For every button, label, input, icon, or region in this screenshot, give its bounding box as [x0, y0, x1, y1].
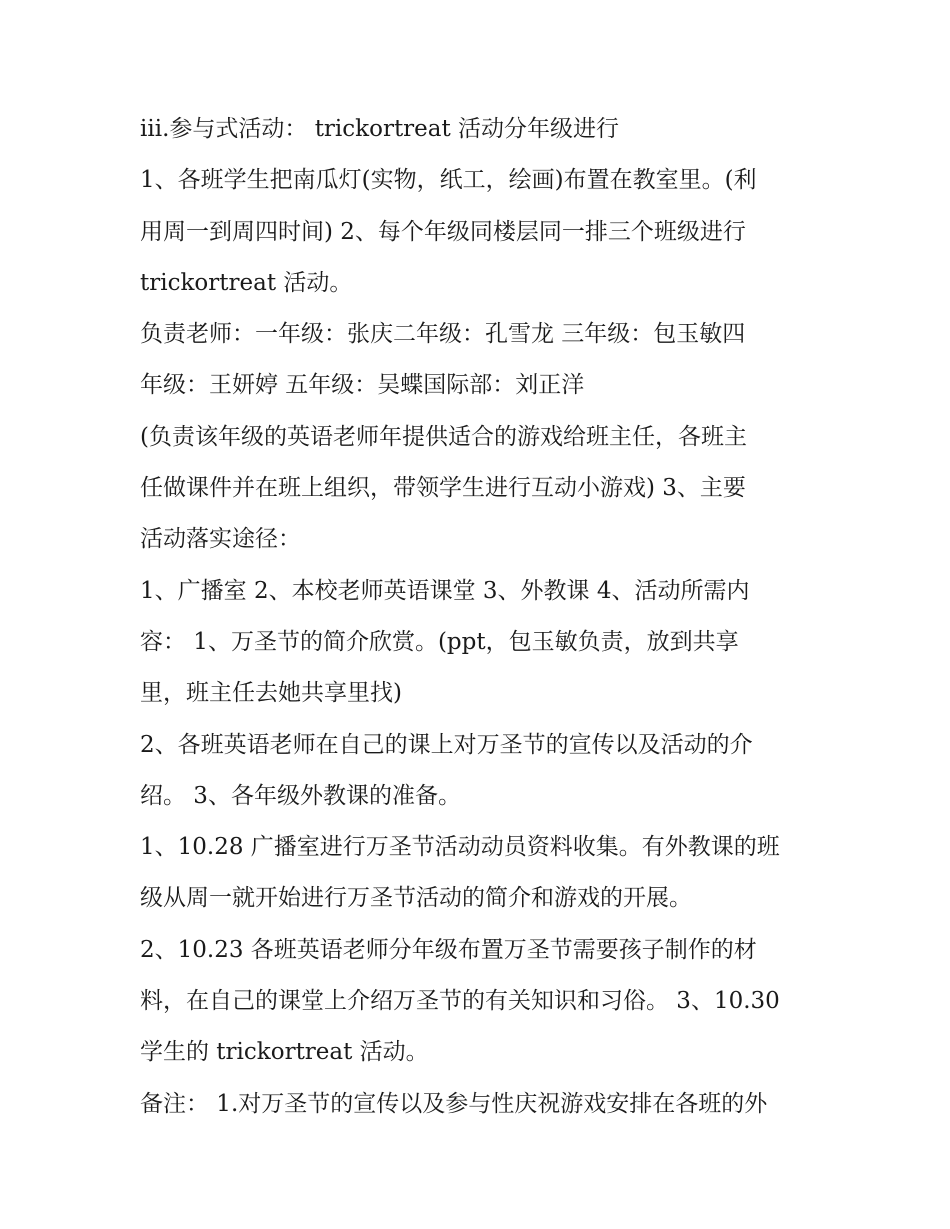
- text-line-14: 绍。 3、各年级外教课的准备。: [140, 782, 461, 809]
- text-line-6: 年级：王妍婷 五年级：吴蝶国际部：刘正洋: [140, 372, 585, 399]
- text-line-7: (负责该年级的英语老师年提供适合的游戏给班主任，各班主: [140, 423, 747, 450]
- text-line-5: 负责老师：一年级：张庆二年级：孔雪龙 三年级：包玉敏四: [140, 321, 746, 348]
- text-line-8: 任做课件并在班上组织，带领学生进行互动小游戏) 3、主要: [140, 475, 746, 502]
- text-line-10: 1、广播室 2、本校老师英语课堂 3、外教课 4、活动所需内: [140, 577, 750, 604]
- text-line-3: 用周一到周四时间) 2、每个年级同楼层同一排三个班级进行: [140, 218, 746, 245]
- text-line-2: 1、各班学生把南瓜灯(实物，纸工，绘画)布置在教室里。(利: [140, 167, 757, 194]
- text-line-16: 级从周一就开始进行万圣节活动的简介和游戏的开展。: [140, 885, 692, 912]
- text-line-9: 活动落实途径：: [140, 526, 301, 553]
- text-line-18: 料，在自己的课堂上介绍万圣节的有关知识和习俗。 3、10.30: [140, 988, 780, 1015]
- text-line-13: 2、各班英语老师在自己的课上对万圣节的宣传以及活动的介: [140, 731, 753, 758]
- text-line-4: trickortreat 活动。: [140, 269, 353, 296]
- text-line-20: 备注： 1.对万圣节的宣传以及参与性庆祝游戏安排在各班的外: [140, 1090, 768, 1117]
- text-line-12: 里，班主任去她共享里找): [140, 680, 402, 707]
- text-line-15: 1、10.28 广播室进行万圣节活动动员资料收集。有外教课的班: [140, 834, 780, 861]
- document-body: [140, 104, 820, 1130]
- text-line-1: iii.参与式活动： trickortreat 活动分年级进行: [140, 116, 620, 142]
- text-line-19: 学生的 trickortreat 活动。: [140, 1039, 429, 1066]
- text-line-17: 2、10.23 各班英语老师分年级布置万圣节需要孩子制作的材: [140, 936, 757, 963]
- text-line-11: 容： 1、万圣节的简介欣赏。(ppt，包玉敏负责，放到共享: [140, 628, 739, 655]
